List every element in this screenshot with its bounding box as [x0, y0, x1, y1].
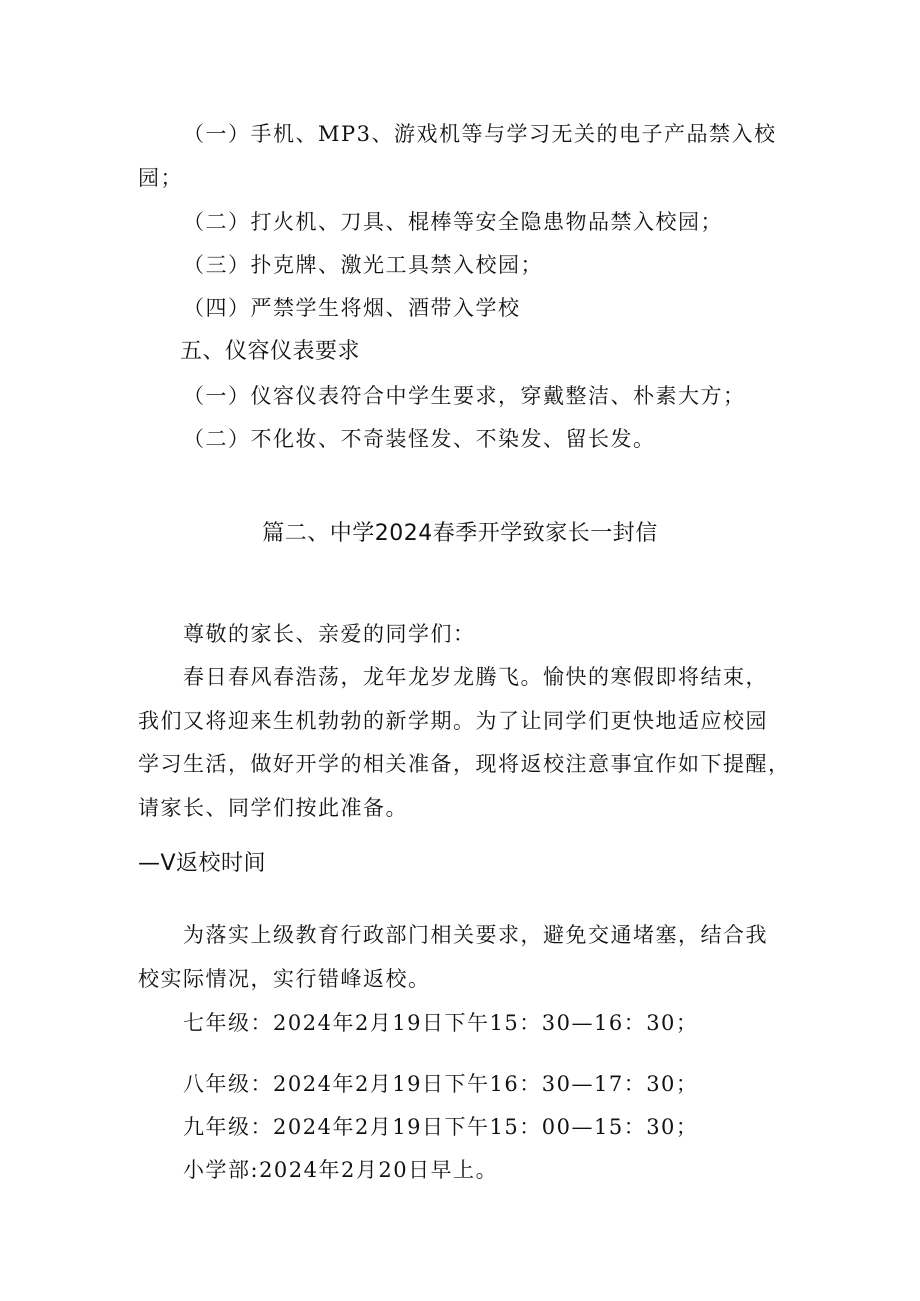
schedule-grade-9: 九年级：2024年2月19日下午15：00—15：30； — [183, 1115, 699, 1139]
letter-paragraph-1-line-2: 我们又将迎来生机勃勃的新学期。为了让同学们更快地适应校园 — [138, 709, 768, 733]
letter-paragraph-2-line-1: 为落实上级教育行政部门相关要求，避免交通堵塞，结合我 — [183, 923, 768, 947]
letter-greeting: 尊敬的家长、亲爱的同学们： — [183, 622, 476, 646]
appearance-item-1: （一）仪容仪表符合中学生要求，穿戴整洁、朴素大方； — [183, 384, 746, 408]
section-heading-appearance: 五、仪容仪表要求 — [180, 339, 361, 364]
rule-item-4: （四）严禁学生将烟、酒带入学校 — [183, 296, 521, 320]
letter-paragraph-1-line-4: 请家长、同学们按此准备。 — [138, 796, 408, 820]
letter-paragraph-2-line-2: 校实际情况，实行错峰返校。 — [138, 967, 431, 991]
rule-item-3: （三）扑克牌、激光工具禁入校园； — [183, 253, 543, 277]
schedule-grade-7: 七年级：2024年2月19日下午15：30—16：30； — [183, 1011, 699, 1035]
rule-item-1-continued: 园； — [138, 166, 183, 190]
schedule-grade-8: 八年级：2024年2月19日下午16：30—17：30； — [183, 1072, 699, 1096]
section-heading-return-time: —V返校时间 — [138, 851, 267, 876]
rule-item-2: （二）打火机、刀具、棍棒等安全隐患物品禁入校园； — [183, 210, 723, 234]
rule-item-1: （一）手机、MP3、游戏机等与学习无关的电子产品禁入校 — [183, 122, 777, 146]
schedule-primary: 小学部:2024年2月20日早上。 — [183, 1158, 499, 1182]
letter-paragraph-1-line-1: 春日春风春浩荡，龙年龙岁龙腾飞。愉快的寒假即将结束， — [183, 665, 768, 689]
letter-paragraph-1-line-3: 学习生活，做好开学的相关准备，现将返校注意事宜作如下提醒， — [138, 752, 791, 776]
appearance-item-2: （二）不化妆、不奇装怪发、不染发、留长发。 — [183, 427, 656, 451]
letter-title: 篇二、中学2024春季开学致家长一封信 — [262, 521, 658, 546]
